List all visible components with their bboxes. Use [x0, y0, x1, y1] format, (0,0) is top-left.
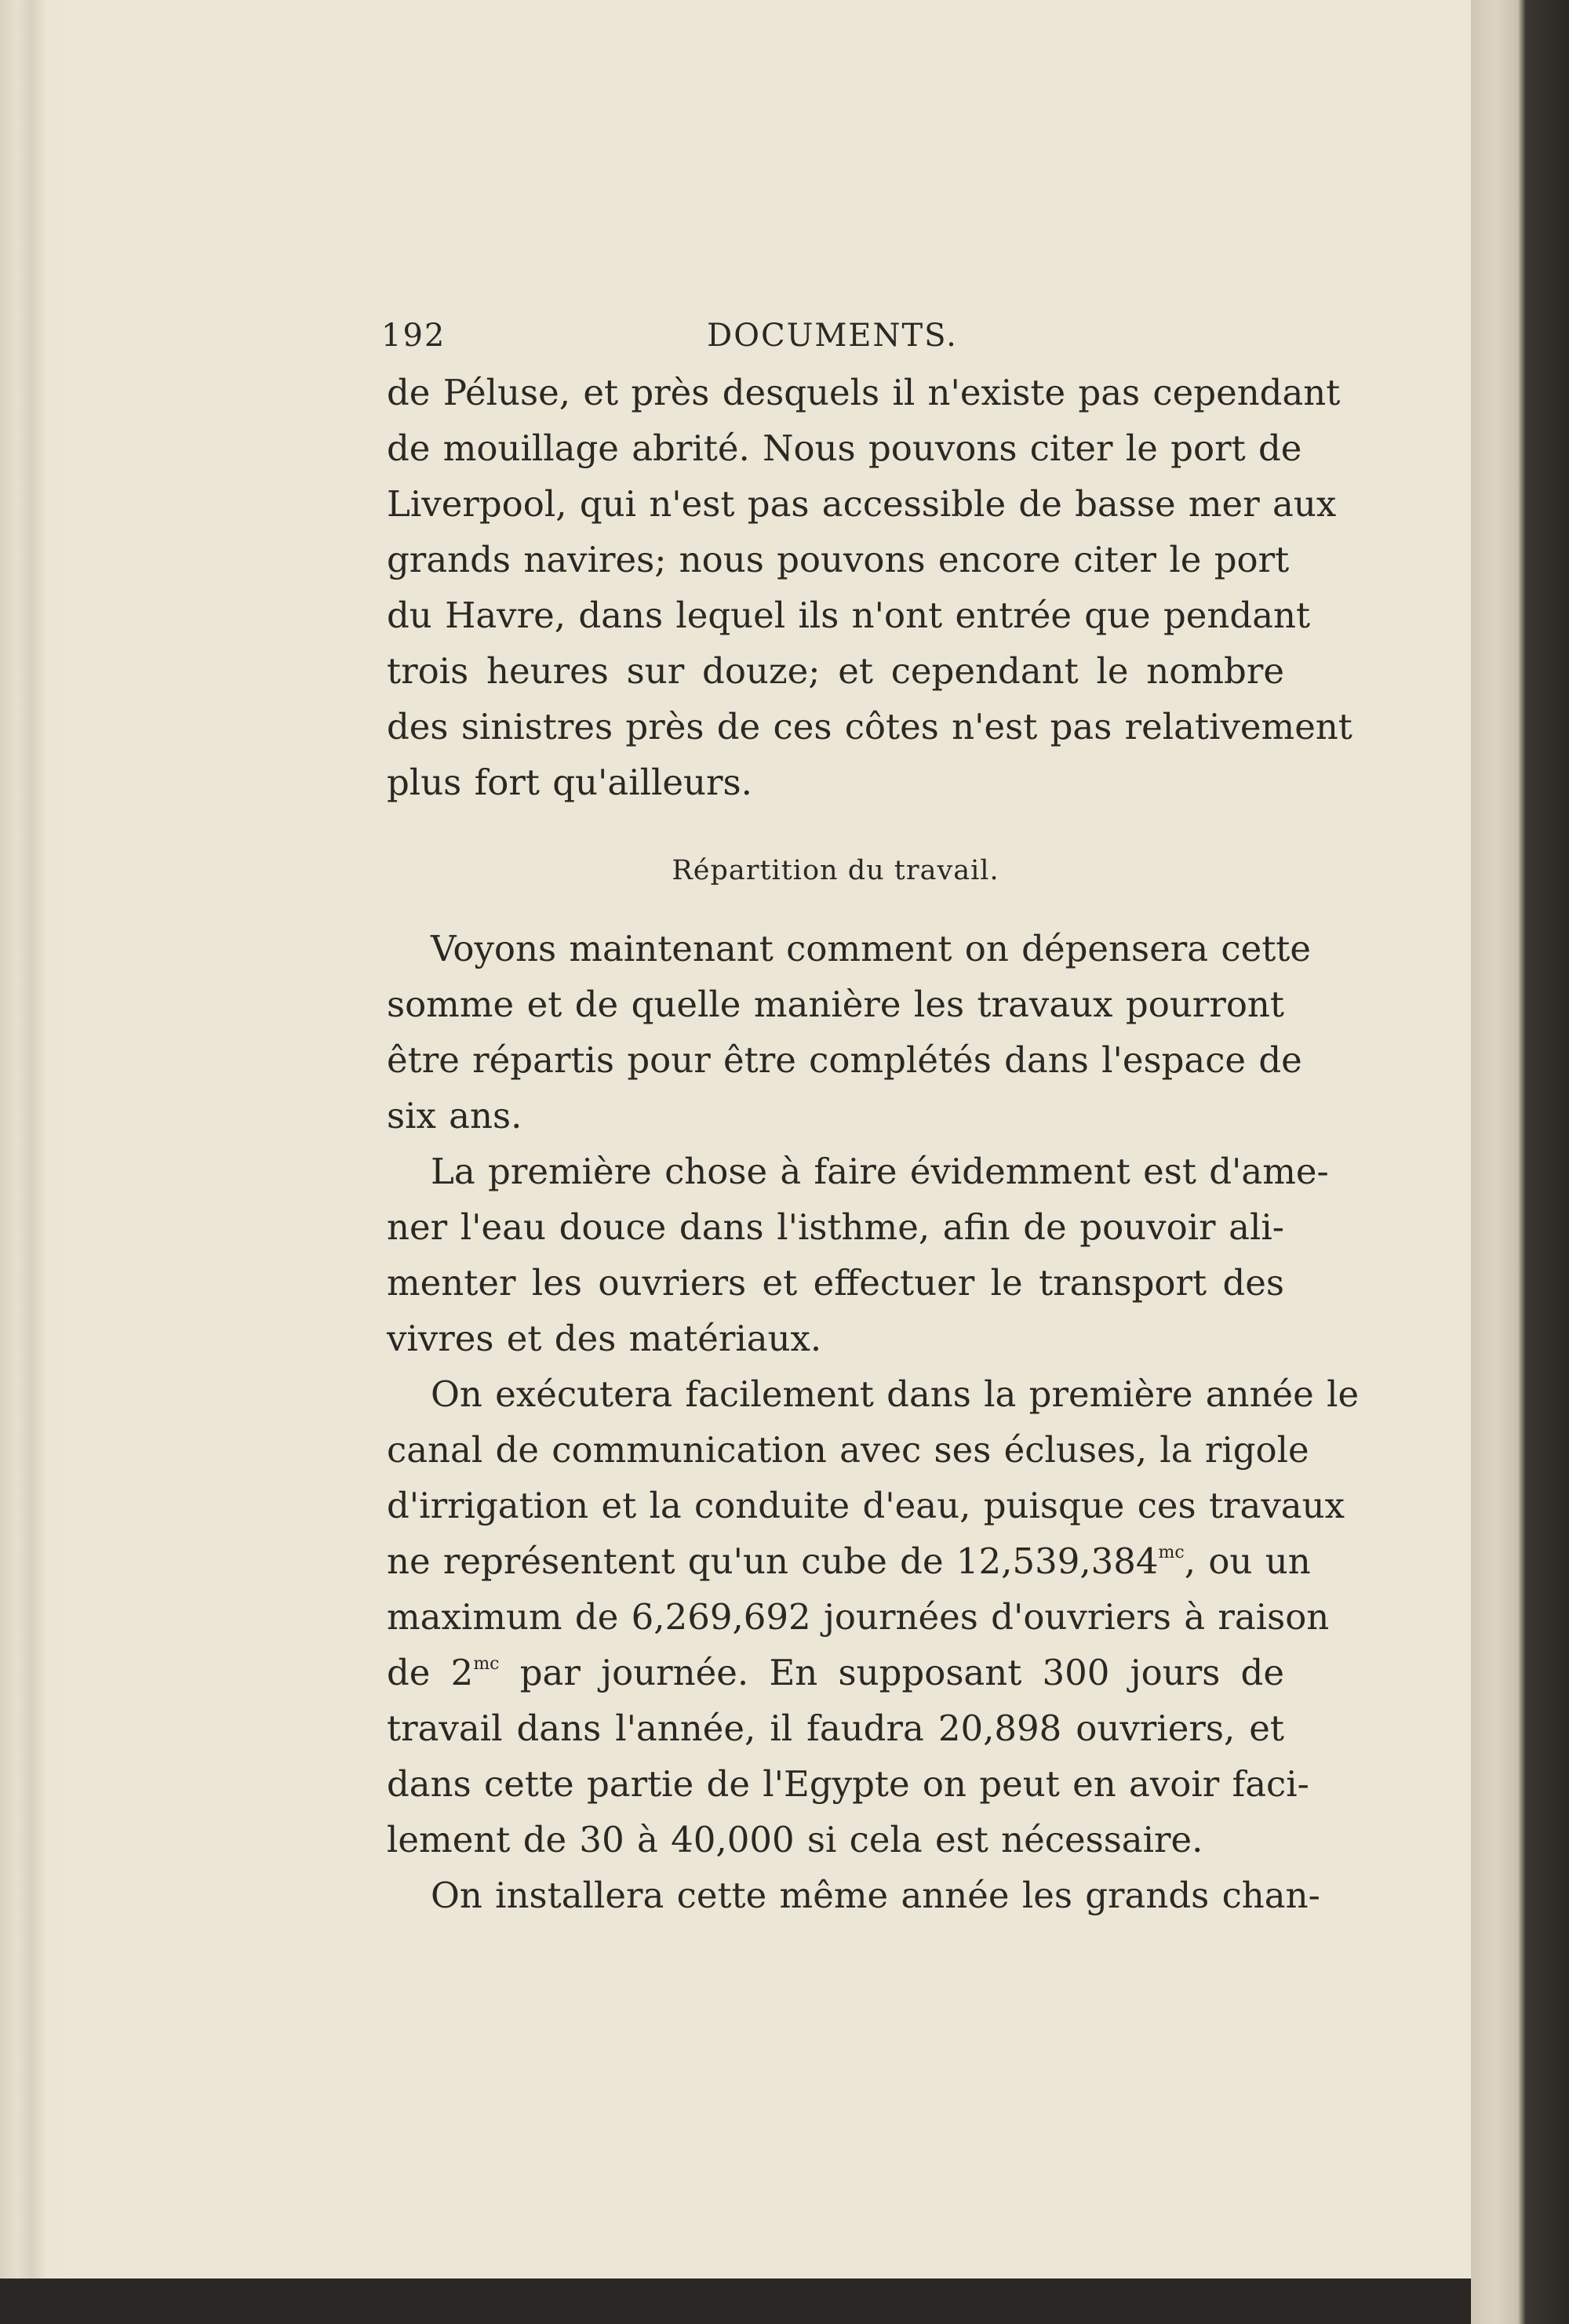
text-line: maximum de 6,269,692 journées d'ouvriers à raison — [387, 1596, 1330, 1638]
unit-superscript: mc — [473, 1654, 500, 1674]
text-line: trois heures sur douze; et cependant le nombre — [387, 650, 1284, 692]
text-line: du Havre, dans lequel ils n'ont entrée que pendant — [387, 595, 1311, 636]
text-line: somme et de quelle manière les travaux pourront — [387, 984, 1284, 1025]
text-line: ner l'eau douce dans l'isthme, afin de pouvoir ali- — [387, 1206, 1284, 1248]
text-line: six ans. — [387, 1095, 522, 1137]
text-line: menter les ouvriers et effectuer le transport des — [387, 1262, 1284, 1304]
unit-superscript: mc — [1158, 1543, 1185, 1562]
text-line: travail dans l'année, il faudra 20,898 ouvriers, et — [387, 1708, 1284, 1749]
text-line: d'irrigation et la conduite d'eau, puisque ces travaux — [387, 1485, 1345, 1526]
page-number: 192 — [381, 318, 446, 354]
text-line: Liverpool, qui n'est pas accessible de basse mer aux — [387, 483, 1337, 525]
text-line: être répartis pour être complétés dans l'espace de — [387, 1039, 1302, 1081]
paragraph-group — [387, 921, 1360, 1923]
running-header — [381, 318, 1283, 365]
paragraph — [387, 365, 1352, 810]
book-cover-edge — [0, 2279, 1471, 2324]
text-line: de Péluse, et près desquels il n'existe pas cependant — [387, 372, 1341, 413]
section-heading: Répartition du travail. — [672, 855, 999, 886]
text-line: vivres et des matériaux. — [387, 1318, 822, 1359]
text-line: On exécutera facilement dans la première année le — [431, 1373, 1360, 1415]
text-line: On installera cette même année les grands chan- — [431, 1875, 1320, 1916]
text-line: grands navires; nous pouvons encore citer le port — [387, 539, 1290, 580]
running-title: DOCUMENTS. — [707, 318, 958, 354]
text-line: canal de communication avec ses écluses, la rigole — [387, 1429, 1309, 1471]
text-line: de mouillage abrité. Nous pouvons citer le port de — [387, 427, 1302, 469]
text-line: Voyons maintenant comment on dépensera cette — [431, 928, 1311, 969]
page-edge — [1471, 0, 1569, 2324]
text-line: La première chose à faire évidemment est d'ame- — [431, 1151, 1329, 1192]
text-line: de $2^{mc}$ par journée. En supposant 300 jours de — [387, 1652, 1284, 1693]
text-line: plus fort qu'ailleurs. — [387, 762, 752, 803]
text-line: des sinistres près de ces côtes n'est pas relativement — [387, 706, 1352, 747]
text-line: dans cette partie de l'Egypte on peut en avoir faci- — [387, 1763, 1309, 1805]
text-line: ne représentent qu'un cube de $12,539,384^{mc}$, ou un — [387, 1540, 1311, 1582]
text-line: lement de 30 à 40,000 si cela est nécessaire. — [387, 1819, 1203, 1860]
